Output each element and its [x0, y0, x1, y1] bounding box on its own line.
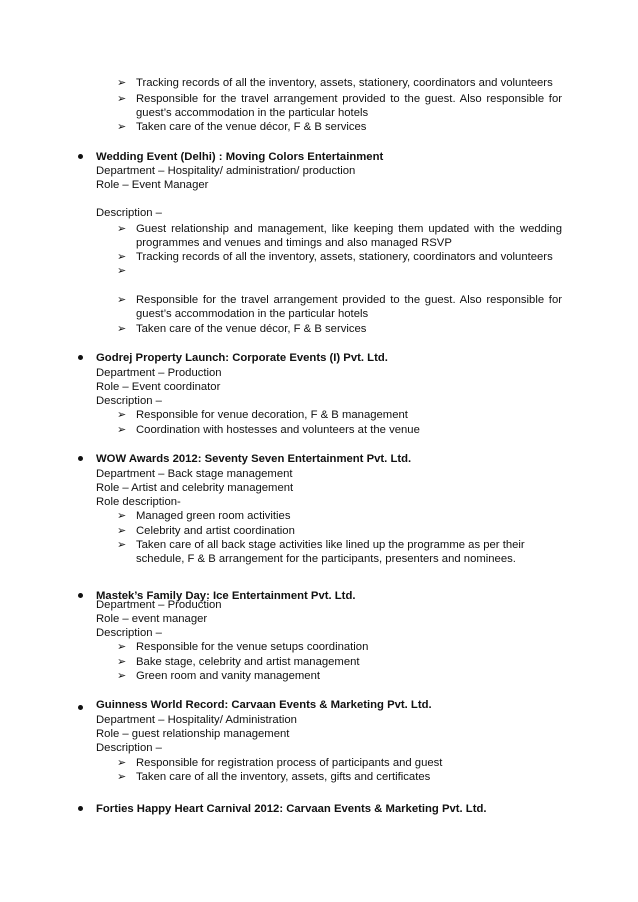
arrow-bullet-icon: ➢ [117, 757, 127, 769]
event-bullet: Coordination with hostesses and volunteers at the venue [136, 424, 420, 436]
arrow-bullet-icon: ➢ [117, 265, 127, 277]
event-title: Guinness World Record: Carvaan Events & Marketing Pvt. Ltd. [96, 699, 432, 711]
arrow-bullet-icon: ➢ [117, 77, 127, 89]
event-bullet: Bake stage, celebrity and artist management [136, 656, 360, 668]
event-department: Department – Back stage management [96, 468, 293, 480]
arrow-bullet-icon: ➢ [117, 93, 127, 105]
event-role: Role – Event coordinator [96, 381, 221, 393]
bullet-dot-icon [78, 456, 83, 461]
event-bullet: Taken care of all the inventory, assets, gifts and certificates [136, 771, 431, 783]
event-title: Mastek’s Family Day: Ice Entertainment Pvt. Ltd. [96, 590, 356, 602]
event-title: Godrej Property Launch: Corporate Events (I) Pvt. Ltd. [96, 352, 388, 364]
event-bullet: Taken care of the venue décor, F & B services [136, 323, 367, 335]
event-bullet: Managed green room activities [136, 510, 291, 522]
arrow-bullet-icon: ➢ [117, 641, 127, 653]
event-description-label: Description – [96, 207, 162, 219]
event-description-label: Description – [96, 395, 162, 407]
arrow-bullet-icon: ➢ [117, 121, 127, 133]
event-bullet: Responsible for the travel arrangement provided to the guest. Also responsible for guest’s accommodation in the particular hotels [136, 294, 562, 320]
event-department: Department – Hospitality/ administration/ production [96, 165, 356, 177]
event-description-label: Role description- [96, 496, 181, 508]
arrow-bullet-icon: ➢ [117, 251, 127, 263]
arrow-bullet-icon: ➢ [117, 656, 127, 668]
arrow-bullet-icon: ➢ [117, 223, 127, 235]
event-department: Department – Production [96, 599, 222, 611]
event-bullet: Taken care of all back stage activities like lined up the programme as per their schedule, F & B arrangement for the participants, presenters and nominees. [136, 539, 525, 565]
event-description-label: Description – [96, 627, 162, 639]
arrow-bullet-icon: ➢ [117, 525, 127, 537]
intro-bullet: Taken care of the venue décor, F & B services [136, 121, 367, 133]
event-role: Role – event manager [96, 613, 208, 625]
event-title: Wedding Event (Delhi) : Moving Colors Entertainment [96, 151, 384, 163]
event-bullet: Responsible for registration process of participants and guest [136, 757, 443, 769]
bullet-dot-icon [78, 705, 83, 710]
event-department: Department – Hospitality/ Administration [96, 714, 297, 726]
event-title: WOW Awards 2012: Seventy Seven Entertainment Pvt. Ltd. [96, 453, 412, 465]
event-role: Role – guest relationship management [96, 728, 290, 740]
arrow-bullet-icon: ➢ [117, 294, 127, 306]
bullet-dot-icon [78, 806, 83, 811]
event-bullet: Responsible for venue decoration, F & B management [136, 409, 408, 421]
event-title: Forties Happy Heart Carnival 2012: Carvaan Events & Marketing Pvt. Ltd. [96, 803, 487, 815]
arrow-bullet-icon: ➢ [117, 771, 127, 783]
event-bullet: Responsible for the venue setups coordination [136, 641, 369, 653]
event-bullet: Guest relationship and management, like keeping them updated with the wedding programmes and venues and timings and also managed RSVP [136, 223, 562, 249]
arrow-bullet-icon: ➢ [117, 510, 127, 522]
event-bullet: Celebrity and artist coordination [136, 525, 295, 537]
arrow-bullet-icon: ➢ [117, 670, 127, 682]
bullet-dot-icon [78, 593, 83, 598]
event-department: Department – Production [96, 367, 222, 379]
event-bullet: Tracking records of all the inventory, assets, stationery, coordinators and volunteers [136, 251, 553, 263]
event-role: Role – Artist and celebrity management [96, 482, 294, 494]
bullet-dot-icon [78, 355, 83, 360]
arrow-bullet-icon: ➢ [117, 539, 127, 551]
intro-bullet: Responsible for the travel arrangement provided to the guest. Also responsible for guest’s accommodation in the particular hotels [136, 93, 562, 119]
arrow-bullet-icon: ➢ [117, 424, 127, 436]
event-role: Role – Event Manager [96, 179, 209, 191]
arrow-bullet-icon: ➢ [117, 323, 127, 335]
intro-bullet: Tracking records of all the inventory, assets, stationery, coordinators and volunteers [136, 77, 553, 89]
event-description-label: Description – [96, 742, 162, 754]
bullet-dot-icon [78, 154, 83, 159]
event-bullet: Green room and vanity management [136, 670, 320, 682]
arrow-bullet-icon: ➢ [117, 409, 127, 421]
